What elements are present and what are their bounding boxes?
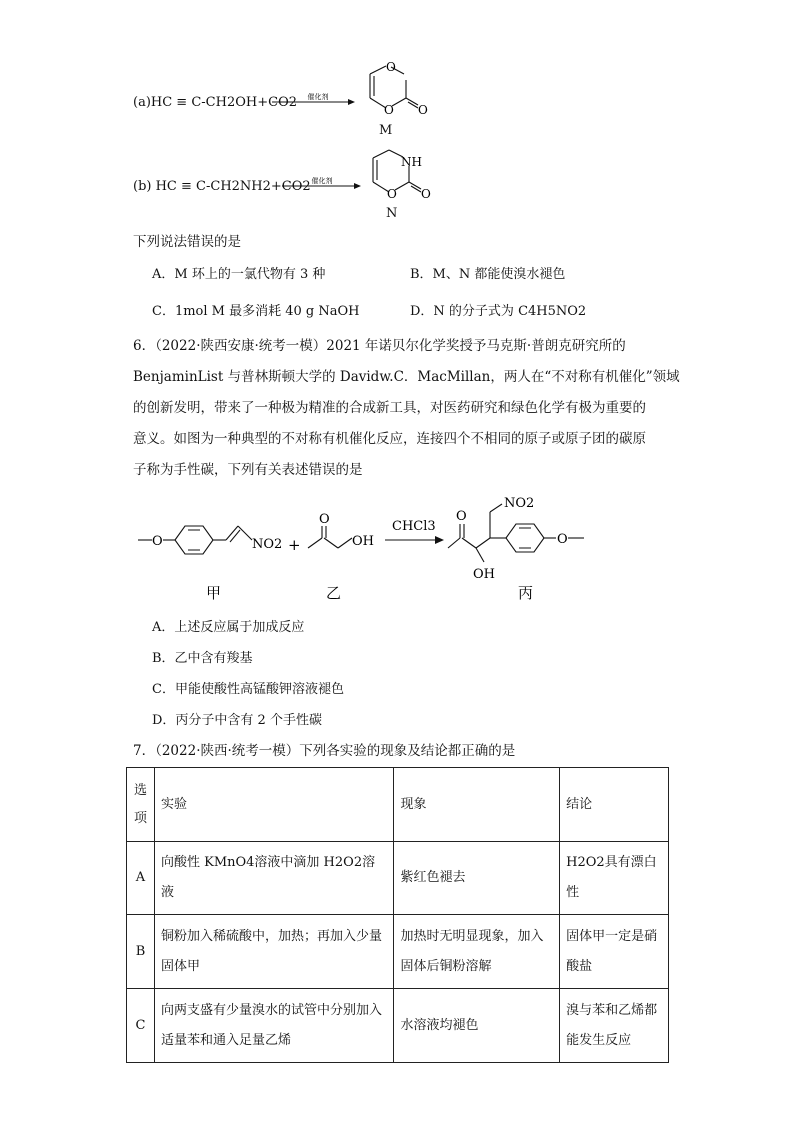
- q6-reaction-scheme: [130, 490, 600, 610]
- yi-hydroxyl: OH: [352, 534, 374, 549]
- compound-bing-structure: [448, 496, 584, 582]
- q6-line-1: 6．（2022·陕西安康·统考一模）2021 年诺贝尔化学奖授予马克斯·普朗克研究所的: [133, 338, 626, 354]
- reagent-chcl3: CHCl3: [392, 519, 436, 534]
- table-header-row: [127, 768, 669, 842]
- bing-methoxy-o: O: [557, 532, 568, 547]
- row-a-phenomenon: 紫红色褪去: [394, 842, 560, 915]
- q6-line-4: 意义。如图为一种典型的不对称有机催化反应，连接四个不相同的原子或原子团的碳原: [133, 431, 646, 447]
- q6-line-2: BenjaminList 与普林斯顿大学的 Davidw.C．MacMillan，两人在“不对称有机催化”领域: [133, 369, 680, 385]
- header-option: 选项: [127, 768, 155, 842]
- q6-paragraph: [133, 331, 680, 486]
- reaction-b-catalyst: 催化剂: [311, 177, 333, 185]
- label-bing: 丙: [518, 584, 534, 602]
- q7-table: [126, 767, 669, 1063]
- q6-option-a: A．上述反应属于加成反应: [152, 620, 305, 635]
- row-c-conclusion: 溴与苯和乙烯都能发生反应: [560, 989, 669, 1063]
- reaction-a-catalyst: 催化剂: [307, 93, 329, 101]
- row-a-experiment: 向酸性 KMnO4溶液中滴加 H2O2溶液: [154, 842, 394, 915]
- compound-yi-structure: [308, 512, 374, 549]
- header-phenomenon: 现象: [394, 768, 560, 842]
- product-m-label: M: [379, 123, 393, 138]
- row-b-option: B: [127, 915, 155, 989]
- label-jia: 甲: [206, 584, 222, 602]
- q5-option-c: C．1mol M 最多消耗 40 g NaOH: [152, 304, 360, 319]
- atom-nh: NH: [401, 155, 422, 169]
- product-n-structure: [355, 142, 445, 222]
- atom-carbonyl-o: O: [421, 187, 431, 201]
- bing-hydroxyl: OH: [473, 567, 495, 582]
- q6-line-5: 子称为手性碳，下列有关表述错误的是: [133, 462, 363, 478]
- table-row: [127, 842, 669, 915]
- q7-stem: 7．（2022·陕西·统考一模）下列各实验的现象及结论都正确的是: [133, 743, 516, 759]
- q6-line-3: 的创新发明，带来了一种极为精准的合成新工具，对医药研究和绿色化学有极为重要的: [133, 400, 646, 416]
- q5-option-a: A．M 环上的一氯代物有 3 种: [152, 267, 326, 282]
- jia-nitro: NO2: [252, 537, 283, 552]
- row-c-experiment: 向两支盛有少量溴水的试管中分别加入适量苯和通入足量乙烯: [154, 989, 394, 1063]
- row-c-phenomenon: 水溶液均褪色: [394, 989, 560, 1063]
- q6-option-c: C．甲能使酸性高锰酸钾溶液褪色: [152, 682, 344, 697]
- table-row: [127, 989, 669, 1063]
- q6-option-d: D．丙分子中含有 2 个手性碳: [152, 713, 322, 728]
- reaction-b-equation: (b) HC ≡ C-CH2NH2+CO2: [133, 179, 311, 194]
- row-b-conclusion: 固体甲一定是硝酸盐: [560, 915, 669, 989]
- yi-carbonyl-o: O: [319, 512, 330, 527]
- q5-option-d: D．N 的分子式为 C4H5NO2: [410, 304, 587, 319]
- atom-o-ring: O: [384, 103, 394, 117]
- plus-sign: +: [288, 536, 301, 554]
- jia-methoxy-o: O: [152, 534, 163, 549]
- q6-option-b: B．乙中含有羧基: [152, 651, 253, 666]
- table-row: [127, 915, 669, 989]
- q5-option-b: B．M、N 都能使溴水褪色: [410, 267, 566, 282]
- atom-ring-o: O: [387, 187, 397, 201]
- atom-o-top: O: [386, 60, 396, 74]
- row-b-phenomenon: 加热时无明显现象，加入固体后铜粉溶解: [394, 915, 560, 989]
- header-experiment: 实验: [154, 768, 394, 842]
- atom-o-carbonyl: O: [418, 103, 428, 117]
- header-conclusion: 结论: [560, 768, 669, 842]
- row-a-conclusion: H2O2具有漂白性: [560, 842, 669, 915]
- q5-stem: 下列说法错误的是: [133, 234, 241, 250]
- compound-jia-structure: [138, 526, 282, 554]
- row-c-option: C: [127, 989, 155, 1063]
- label-yi: 乙: [326, 584, 342, 602]
- row-b-experiment: 铜粉加入稀硫酸中，加热；再加入少量固体甲: [154, 915, 394, 989]
- row-a-option: A: [127, 842, 155, 915]
- bing-carbonyl-o: O: [456, 509, 467, 524]
- product-n-label: N: [386, 206, 398, 221]
- reaction-a-equation: (a)HC ≡ C-CH2OH+CO2: [133, 95, 297, 110]
- bing-nitro: NO2: [504, 496, 535, 511]
